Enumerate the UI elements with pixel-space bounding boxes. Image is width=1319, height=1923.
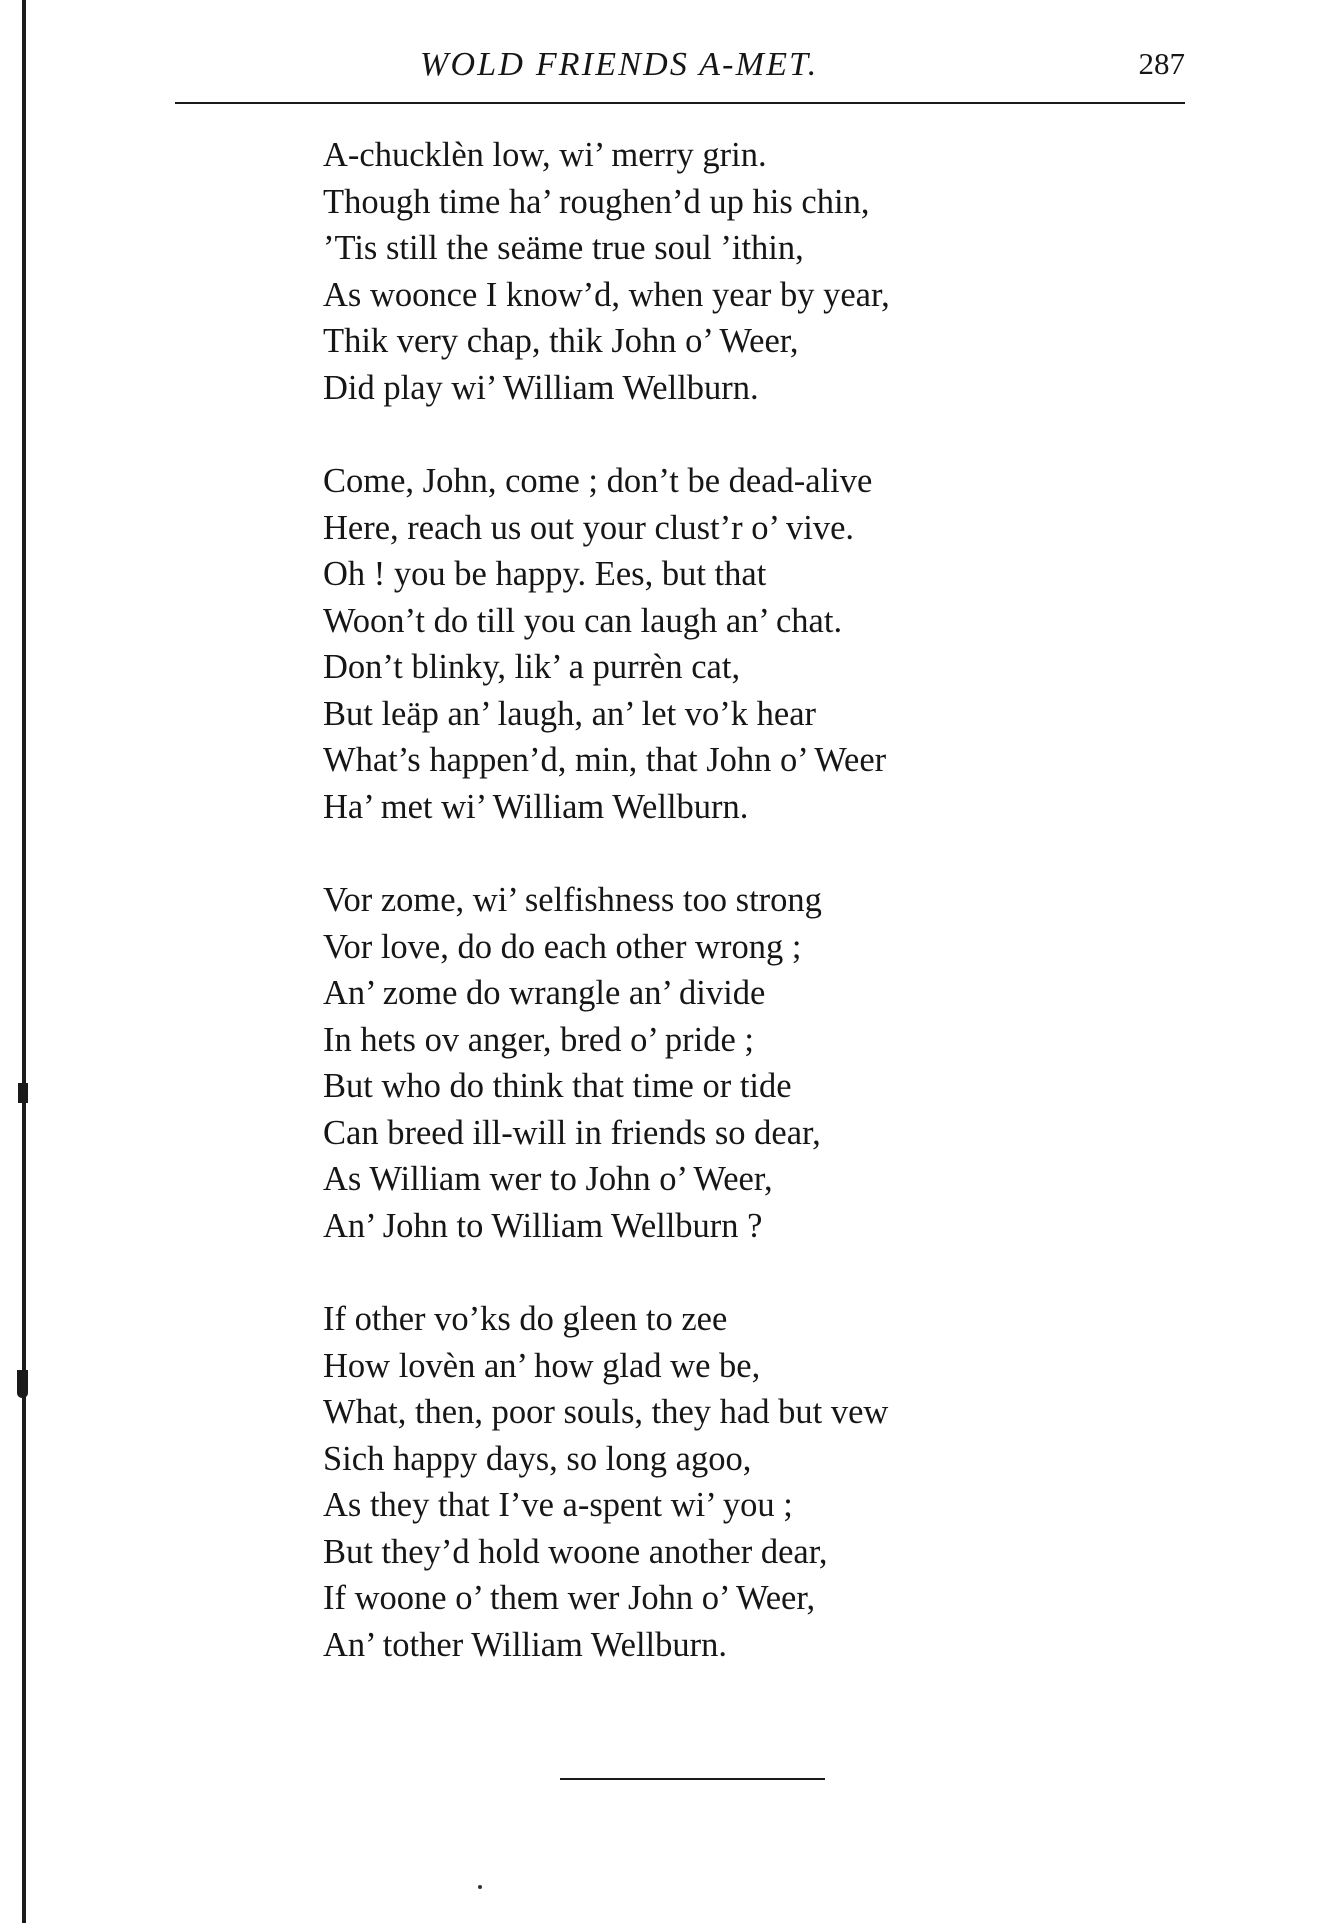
stanza: [323, 1296, 1223, 1668]
poem-line: Vor love, do do each other wrong ;: [323, 927, 802, 966]
poem-line: If woone o’ them wer John o’ Weer,: [323, 1579, 816, 1617]
running-title: WOLD FRIENDS A-MET.: [420, 46, 819, 83]
poem-line: In hets ov anger, bred o’ pride ;: [323, 1020, 754, 1059]
poem-line: Come, John, come ; don’t be dead-alive: [323, 462, 873, 500]
poem-line: An’ tother William Wellburn.: [323, 1625, 728, 1664]
binding-edge: [22, 0, 26, 1923]
poem-line: Can breed ill-will in friends so dear,: [323, 1113, 821, 1152]
poem-line: Woon’t do till you can laugh an’ chat.: [323, 601, 843, 640]
poem-line: An’ John to William Wellburn ?: [323, 1206, 763, 1245]
poem-line: Though time ha’ roughen’d up his chin,: [323, 182, 870, 221]
binding-mark: [17, 1370, 28, 1398]
ink-speck: [478, 1885, 482, 1889]
poem-line: Don’t blinky, lik’ a purrèn cat,: [323, 648, 741, 686]
page-header: [175, 40, 1185, 96]
poem-line: What, then, poor souls, they had but vew: [323, 1393, 889, 1431]
poem-line: Did play wi’ William Wellburn.: [323, 368, 759, 407]
poem-line: Here, reach us out your clust’r o’ vive.: [323, 508, 855, 547]
poem-line: An’ zome do wrangle an’ divide: [323, 974, 766, 1012]
poem-line: A-chucklèn low, wi’ merry grin.: [323, 136, 767, 174]
poem-line: Sich happy days, so long agoo,: [323, 1439, 752, 1478]
poem-line: What’s happen’d, min, that John o’ Weer: [323, 741, 887, 779]
poem-line: Thik very chap, thik John o’ Weer,: [323, 322, 799, 360]
poem-body: [323, 132, 1223, 1715]
end-rule: [560, 1778, 825, 1780]
poem-line: How lovèn an’ how glad we be,: [323, 1346, 761, 1385]
binding-mark: [18, 1083, 28, 1103]
poem-line: Vor zome, wi’ selfishness too strong: [323, 881, 822, 919]
stanza: [323, 877, 1223, 1249]
poem-line: But who do think that time or tide: [323, 1067, 792, 1105]
poem-line: Ha’ met wi’ William Wellburn.: [323, 787, 749, 826]
stanza: [323, 132, 1223, 411]
poem-line: As woonce I know’d, when year by year,: [323, 275, 890, 314]
poem-line: As William wer to John o’ Weer,: [323, 1160, 773, 1198]
poem-line: If other vo’ks do gleen to zee: [323, 1300, 728, 1338]
stanza: [323, 458, 1223, 830]
poem-line: But leäp an’ laugh, an’ let vo’k hear: [323, 694, 817, 733]
page-number: 287: [1138, 46, 1185, 81]
header-rule: [175, 102, 1185, 104]
poem-line: ’Tis still the seäme true soul ’ithin,: [323, 229, 804, 267]
poem-line: Oh ! you be happy. Ees, but that: [323, 555, 767, 593]
poem-line: But they’d hold woone another dear,: [323, 1532, 828, 1571]
poem-line: As they that I’ve a-spent wi’ you ;: [323, 1486, 793, 1524]
